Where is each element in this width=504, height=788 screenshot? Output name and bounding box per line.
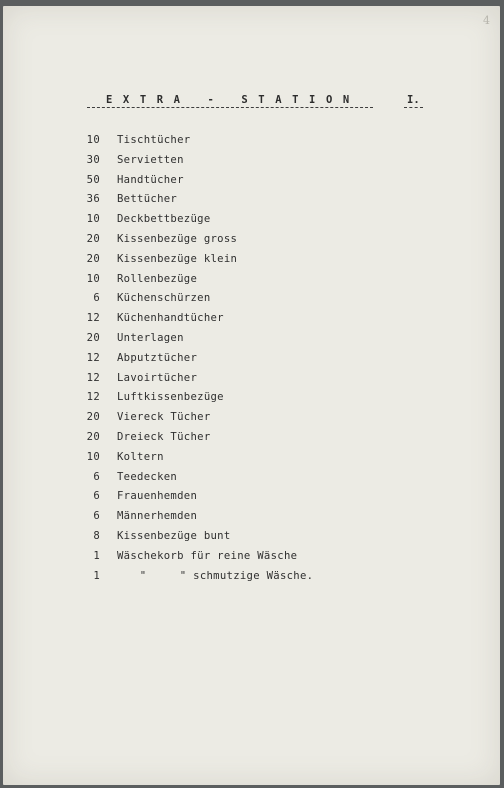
list-item (3, 411, 500, 431)
list-item (3, 510, 500, 530)
item-quantity: 6 (93, 470, 100, 483)
list-item (3, 312, 500, 332)
item-name: Frauenhemden (117, 490, 198, 503)
item-quantity: 36 (86, 193, 100, 206)
item-name: Rollenbezüge (117, 272, 198, 285)
title-underline (87, 107, 373, 108)
list-item (3, 570, 500, 590)
item-name: " " schmutzige Wäsche. (113, 569, 314, 582)
item-quantity: 20 (86, 331, 100, 344)
list-item (3, 154, 500, 174)
item-quantity: 30 (86, 153, 100, 166)
list-item (3, 174, 500, 194)
list-item (3, 471, 500, 491)
list-item (3, 372, 500, 392)
item-quantity: 10 (86, 213, 100, 226)
item-quantity: 6 (93, 490, 100, 503)
item-name: Kissenbezüge klein (117, 252, 238, 265)
list-item (3, 451, 500, 471)
page-corner-mark: 4 (483, 14, 490, 27)
item-name: Teedecken (117, 470, 178, 483)
list-item (3, 332, 500, 352)
item-name: Männerhemden (117, 510, 198, 523)
list-item (3, 490, 500, 510)
inventory-list (3, 134, 500, 589)
item-name: Kissenbezüge gross (117, 232, 238, 245)
item-quantity: 6 (93, 510, 100, 523)
item-quantity: 12 (86, 391, 100, 404)
item-quantity: 12 (86, 312, 100, 325)
list-item (3, 193, 500, 213)
item-name: Deckbettbezüge (117, 213, 211, 226)
list-item (3, 391, 500, 411)
list-item (3, 292, 500, 312)
item-quantity: 8 (93, 529, 100, 542)
item-name: Lavoirtücher (117, 371, 198, 384)
list-item (3, 352, 500, 372)
item-name: Koltern (117, 450, 164, 463)
document-section-number: I. (407, 94, 420, 106)
item-quantity: 10 (86, 272, 100, 285)
list-item (3, 273, 500, 293)
item-name: Tischtücher (117, 134, 191, 146)
item-name: Handtücher (117, 173, 184, 186)
list-item (3, 213, 500, 233)
item-quantity: 1 (93, 549, 100, 562)
document-page (3, 6, 500, 785)
item-quantity: 20 (86, 252, 100, 265)
list-item (3, 134, 500, 154)
list-item (3, 530, 500, 550)
item-quantity: 50 (86, 173, 100, 186)
item-quantity: 20 (86, 232, 100, 245)
item-quantity: 12 (86, 371, 100, 384)
item-name: Abputztücher (117, 351, 198, 364)
item-quantity: 20 (86, 430, 100, 443)
item-name: Wäschekorb für reine Wäsche (117, 549, 298, 562)
item-quantity: 10 (86, 134, 100, 146)
item-name: Küchenhandtücher (117, 312, 224, 325)
document-title: EXTRA - STATION (106, 94, 360, 106)
item-name: Dreieck Tücher (117, 430, 211, 443)
item-name: Kissenbezüge bunt (117, 529, 231, 542)
item-name: Küchenschürzen (117, 292, 211, 305)
section-number-underline (404, 107, 423, 108)
list-item (3, 550, 500, 570)
list-item (3, 431, 500, 451)
list-item (3, 233, 500, 253)
document-header (3, 94, 500, 114)
item-quantity: 12 (86, 351, 100, 364)
item-name: Unterlagen (117, 331, 184, 344)
item-name: Servietten (117, 153, 184, 166)
item-name: Viereck Tücher (117, 411, 211, 424)
item-name: Luftkissenbezüge (117, 391, 224, 404)
item-quantity: 10 (86, 450, 100, 463)
item-quantity: 6 (93, 292, 100, 305)
item-quantity: 20 (86, 411, 100, 424)
item-name: Bettücher (117, 193, 178, 206)
item-quantity: 1 (93, 569, 100, 582)
list-item (3, 253, 500, 273)
